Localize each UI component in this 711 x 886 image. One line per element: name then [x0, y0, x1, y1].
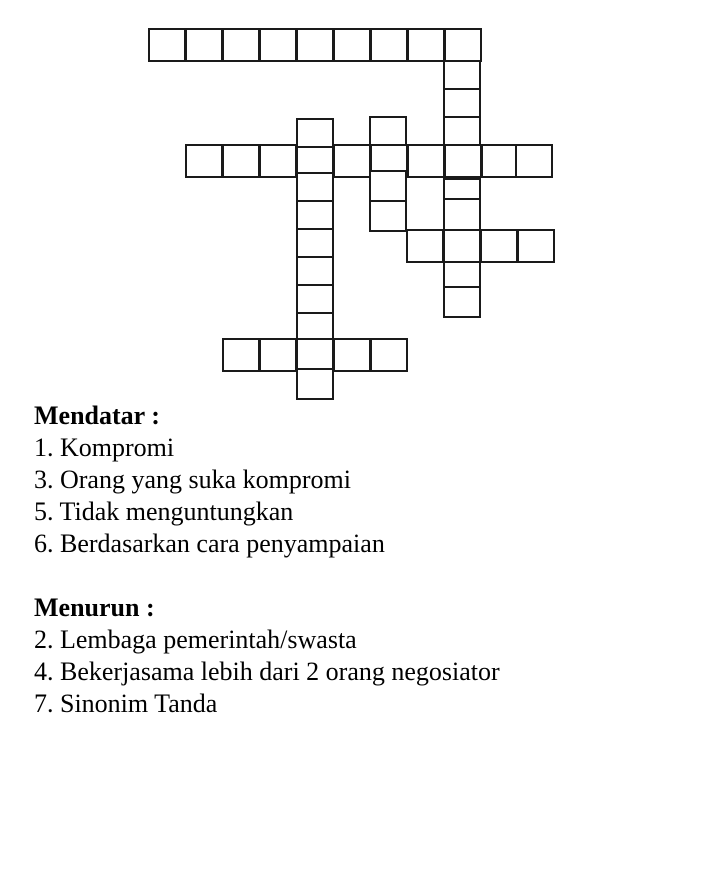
crossword-cell[interactable] — [444, 144, 482, 178]
crossword-cell[interactable] — [296, 256, 334, 286]
crossword-cell[interactable] — [259, 338, 297, 372]
clue-menurun-7: 7. Sinonim Tanda — [34, 689, 218, 718]
crossword-cell[interactable] — [444, 28, 482, 62]
crossword-cell[interactable] — [296, 118, 334, 148]
crossword-cell[interactable] — [443, 198, 481, 232]
clue-mendatar-3: 3. Orang yang suka kompromi — [34, 465, 352, 494]
crossword-cell[interactable] — [369, 116, 407, 146]
crossword-cell[interactable] — [296, 284, 334, 314]
crossword-cell[interactable] — [222, 338, 260, 372]
crossword-cell[interactable] — [407, 28, 445, 62]
crossword-cell[interactable] — [370, 338, 408, 372]
crossword-cell[interactable] — [370, 28, 408, 62]
crossword-cell[interactable] — [480, 229, 518, 263]
crossword-cell[interactable] — [185, 144, 223, 178]
crossword-cell[interactable] — [296, 228, 334, 258]
clue-list — [34, 400, 694, 720]
crossword-cell[interactable] — [443, 60, 481, 90]
crossword-cell[interactable] — [259, 28, 297, 62]
crossword-cell[interactable] — [333, 144, 371, 178]
crossword-cell[interactable] — [333, 28, 371, 62]
mendatar-heading: Mendatar : — [34, 401, 160, 430]
crossword-cell[interactable] — [222, 28, 260, 62]
crossword-cell[interactable] — [407, 144, 445, 178]
crossword-cell[interactable] — [515, 144, 553, 178]
menurun-heading: Menurun : — [34, 593, 155, 622]
crossword-cell[interactable] — [296, 338, 334, 372]
crossword-cell[interactable] — [296, 200, 334, 230]
crossword-cell[interactable] — [185, 28, 223, 62]
crossword-cell[interactable] — [222, 144, 260, 178]
crossword-cell[interactable] — [443, 229, 481, 263]
clue-mendatar-5: 5. Tidak menguntungkan — [34, 497, 294, 526]
crossword-cell[interactable] — [443, 88, 481, 118]
crossword-cell[interactable] — [369, 170, 407, 204]
clue-mendatar-1: 1. Kompromi — [34, 433, 175, 462]
crossword-cell[interactable] — [333, 338, 371, 372]
crossword-cell[interactable] — [481, 144, 519, 178]
crossword-cell[interactable] — [148, 28, 186, 62]
clue-menurun-4: 4. Bekerjasama lebih dari 2 orang negosiator — [34, 657, 500, 686]
crossword-cell[interactable] — [443, 116, 481, 146]
crossword-cell[interactable] — [406, 229, 444, 263]
crossword-cell[interactable] — [296, 368, 334, 400]
crossword-cell[interactable] — [296, 172, 334, 202]
crossword-cell[interactable] — [443, 286, 481, 318]
crossword-cell[interactable] — [369, 200, 407, 232]
section-spacer — [34, 560, 694, 592]
clue-mendatar-6: 6. Berdasarkan cara penyampaian — [34, 529, 385, 558]
crossword-cell[interactable] — [517, 229, 555, 263]
clue-menurun-2: 2. Lembaga pemerintah/swasta — [34, 625, 357, 654]
crossword-cell[interactable] — [296, 28, 334, 62]
crossword-grid — [0, 0, 711, 410]
crossword-cell[interactable] — [259, 144, 297, 178]
